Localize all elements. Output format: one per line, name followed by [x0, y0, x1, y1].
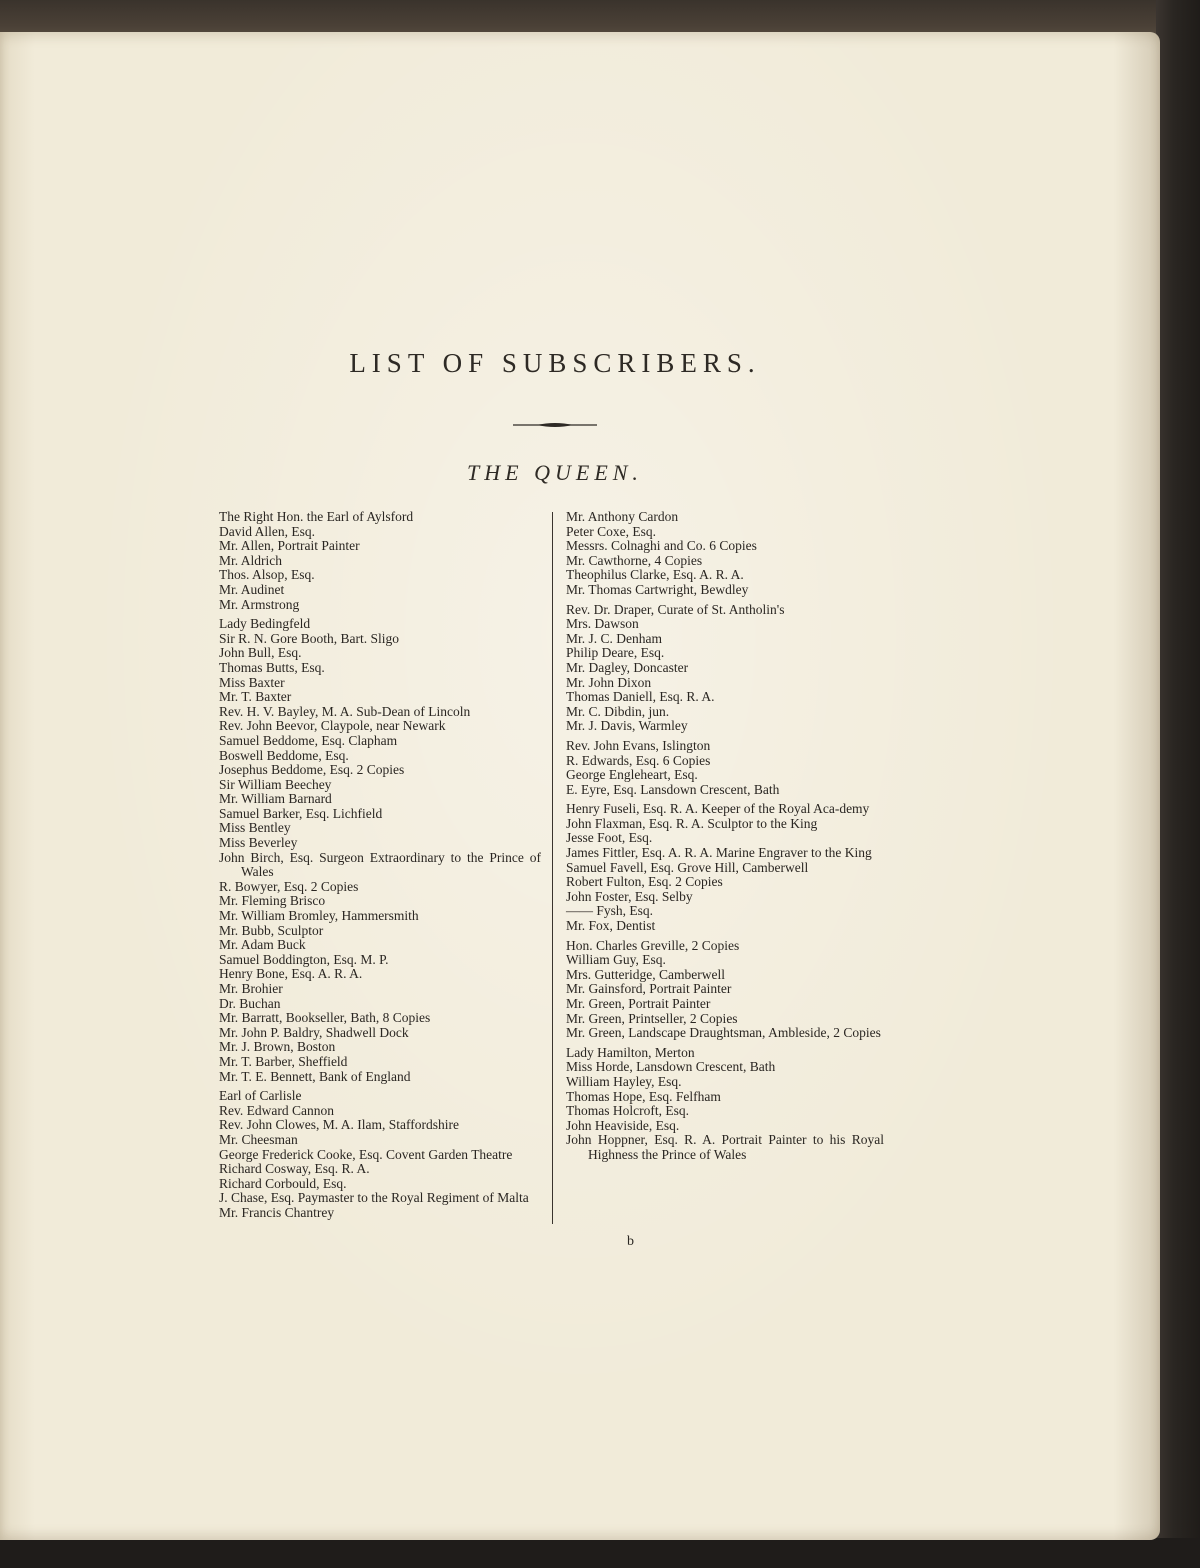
subscriber-group-f: [566, 802, 884, 933]
subscriber-entry: William Hayley, Esq.: [566, 1073, 682, 1089]
subscriber-entry: Mr. Adam Buck: [219, 937, 306, 953]
subscriber-entry: Mr. Cheesman: [219, 1131, 298, 1147]
subscriber-entry: Hon. Charles Greville, 2 Copies: [566, 937, 740, 953]
subscriber-entry: Mr. Green, Printseller, 2 Copies: [566, 1010, 738, 1026]
subscriber-entry: Miss Bentley: [219, 820, 291, 836]
subscriber-group-c: [219, 1089, 541, 1220]
subscriber-column-left: [219, 510, 541, 1226]
subscriber-entry: John Hoppner, Esq. R. A. Portrait Painter to his Royal Highness the Prince of Wales: [566, 1132, 884, 1162]
subscriber-entry: R. Bowyer, Esq. 2 Copies: [219, 878, 359, 894]
subscriber-entry: James Fittler, Esq. A. R. A. Marine Engraver to the King: [566, 845, 872, 861]
subscriber-entry: Mr. T. Barber, Sheffield: [219, 1053, 348, 1069]
subscriber-entry: Mr. Dagley, Doncaster: [566, 659, 689, 675]
subscriber-entry: Mr. William Barnard: [219, 791, 332, 807]
subscriber-entry: Mr. T. E. Bennett, Bank of England: [219, 1068, 411, 1084]
subscriber-entry: Lady Bedingfeld: [219, 616, 311, 632]
subscriber-entry: Mr. Green, Landscape Draughtsman, Ambleside, 2 Copies: [566, 1025, 881, 1041]
subscriber-entry: Richard Corbould, Esq.: [219, 1175, 347, 1191]
subscriber-entry: John Birch, Esq. Surgeon Extraordinary to the Prince of Wales: [219, 849, 541, 880]
subscriber-entry: Mr. John P. Baldry, Shadwell Dock: [219, 1024, 409, 1040]
subscriber-entry: Mr. Allen, Portrait Painter: [219, 538, 360, 554]
subscriber-entry: Mr. J. Brown, Boston: [219, 1039, 336, 1055]
subscriber-entry: Mrs. Gutteridge, Camberwell: [566, 966, 725, 982]
subscriber-entry: William Guy, Esq.: [566, 952, 666, 968]
subscriber-entry: Rev. H. V. Bayley, M. A. Sub-Dean of Lincoln: [219, 703, 471, 719]
subscriber-entry: Lady Hamilton, Merton: [566, 1044, 695, 1060]
subscriber-entry: Mr. John Dixon: [566, 674, 652, 690]
subscriber-group-e: [566, 739, 884, 797]
subscriber-entry: Henry Fuseli, Esq. R. A. Keeper of the Royal Aca-demy: [566, 801, 870, 817]
subscriber-entry: Rev. John Beevor, Claypole, near Newark: [219, 718, 446, 734]
subscriber-entry: Mr. Gainsford, Portrait Painter: [566, 981, 732, 997]
subscriber-entry: John Bull, Esq.: [219, 645, 302, 661]
subscriber-entry: Boswell Beddome, Esq.: [219, 747, 349, 763]
subscriber-entry: Mr. Green, Portrait Painter: [566, 996, 711, 1011]
subscriber-entry: Samuel Barker, Esq. Lichfield: [219, 805, 383, 821]
subscriber-entry: Mr. J. Davis, Warmley: [566, 718, 688, 734]
subscriber-entry: E. Eyre, Esq. Lansdown Crescent, Bath: [566, 781, 780, 797]
subscriber-entry: John Foster, Esq. Selby: [566, 888, 693, 904]
subscriber-entry: Robert Fulton, Esq. 2 Copies: [566, 874, 723, 890]
subscriber-entry: Mr. Aldrich: [219, 552, 282, 568]
subscriber-entry: George Engleheart, Esq.: [566, 767, 698, 783]
subscriber-entry: Rev. John Clowes, M. A. Ilam, Staffordshire: [219, 1117, 459, 1133]
subscriber-entry: Sir R. N. Gore Booth, Bart. Sligo: [219, 630, 400, 646]
subscriber-column-right: [566, 510, 884, 1168]
subscriber-entry: Mrs. Dawson: [566, 616, 639, 632]
subscriber-entry: Mr. C. Dibdin, jun.: [566, 703, 670, 719]
subscriber-entry: John Heaviside, Esq.: [566, 1117, 680, 1133]
subscriber-group-c-cont: [566, 510, 884, 598]
subscriber-entry: R. Edwards, Esq. 6 Copies: [566, 752, 711, 768]
subscriber-entry: Mr. Brohier: [219, 981, 283, 996]
subscriber-entry: Thomas Butts, Esq.: [219, 659, 325, 675]
subscriber-entry: Thomas Daniell, Esq. R. A.: [566, 689, 715, 705]
subscriber-entry: Mr. Fleming Brisco: [219, 893, 326, 909]
subscriber-entry: Sir William Beechey: [219, 776, 332, 792]
subscriber-entry: Richard Cosway, Esq. R. A.: [219, 1161, 370, 1177]
subscriber-entry: Theophilus Clarke, Esq. A. R. A.: [566, 567, 744, 583]
column-divider: [552, 512, 553, 1224]
subscriber-entry: Samuel Boddington, Esq. M. P.: [219, 951, 389, 967]
subscriber-entry: Rev. Edward Cannon: [219, 1102, 334, 1118]
subscriber-entry: Miss Beverley: [219, 835, 298, 851]
subscriber-entry: Mr. Cawthorne, 4 Copies: [566, 552, 703, 568]
subscriber-group-b: [219, 617, 541, 1084]
subscriber-entry: Peter Coxe, Esq.: [566, 523, 656, 539]
subscriber-entry: Thomas Hope, Esq. Felfham: [566, 1088, 721, 1104]
subscriber-entry: Mr. Barratt, Bookseller, Bath, 8 Copies: [219, 1010, 431, 1026]
book-binding-edge: [1156, 0, 1200, 1568]
subscriber-entry: Josephus Beddome, Esq. 2 Copies: [219, 762, 405, 778]
subscriber-entry: Mr. Armstrong: [219, 596, 300, 612]
subscriber-entry: Thomas Holcroft, Esq.: [566, 1103, 689, 1119]
subscriber-entry: Samuel Beddome, Esq. Clapham: [219, 732, 398, 748]
subscriber-entry: George Frederick Cooke, Esq. Covent Garden Theatre: [219, 1146, 513, 1162]
subscriber-entry: Mr. J. C. Denham: [566, 630, 662, 646]
subscriber-entry: Mr. Thomas Cartwright, Bewdley: [566, 581, 749, 597]
subscriber-group-h: [566, 1046, 884, 1163]
subscriber-entry: Mr. Bubb, Sculptor: [219, 922, 324, 938]
book-page: [0, 32, 1160, 1540]
subscriber-entry: Dr. Buchan: [219, 995, 281, 1011]
subscriber-entry: J. Chase, Esq. Paymaster to the Royal Regiment of Malta: [219, 1190, 529, 1206]
subscriber-entry: John Flaxman, Esq. R. A. Sculptor to the King: [566, 815, 818, 831]
subscriber-entry: Thos. Alsop, Esq.: [219, 567, 315, 583]
subscriber-group-d: [566, 603, 884, 734]
subscriber-entry: Jesse Foot, Esq.: [566, 830, 653, 846]
subscriber-entry: Miss Horde, Lansdown Crescent, Bath: [566, 1059, 776, 1075]
subscriber-group-a: [219, 510, 541, 612]
subscriber-entry: Earl of Carlisle: [219, 1088, 302, 1104]
book-binding-bottom: [0, 1538, 1200, 1568]
subscriber-entry: Messrs. Colnaghi and Co. 6 Copies: [566, 538, 757, 554]
subscriber-group-g: [566, 939, 884, 1041]
subscriber-entry: Henry Bone, Esq. A. R. A.: [219, 966, 363, 982]
ornament-rule: [513, 420, 597, 430]
subscriber-entry: The Right Hon. the Earl of Aylsford: [219, 509, 414, 524]
signature-mark: b: [627, 1234, 634, 1249]
subscriber-entry: Mr. T. Baxter: [219, 689, 292, 705]
subscriber-entry: —— Fysh, Esq.: [566, 903, 654, 919]
subscriber-entry: Mr. Fox, Dentist: [566, 918, 656, 934]
page-title: LIST OF SUBSCRIBERS.: [349, 348, 761, 378]
subscriber-entry: Mr. William Bromley, Hammersmith: [219, 908, 419, 924]
subscriber-entry: Rev. Dr. Draper, Curate of St. Antholin's: [566, 601, 785, 617]
subscriber-entry: Mr. Anthony Cardon: [566, 509, 679, 524]
subscriber-entry: David Allen, Esq.: [219, 523, 315, 539]
subscriber-entry: Mr. Audinet: [219, 581, 285, 597]
subscriber-entry: Miss Baxter: [219, 674, 285, 690]
section-heading: THE QUEEN.: [467, 460, 643, 485]
subscriber-entry: Rev. John Evans, Islington: [566, 737, 711, 753]
subscriber-entry: Philip Deare, Esq.: [566, 645, 665, 661]
subscriber-entry: Mr. Francis Chantrey: [219, 1204, 335, 1220]
subscriber-entry: Samuel Favell, Esq. Grove Hill, Camberwell: [566, 859, 809, 875]
